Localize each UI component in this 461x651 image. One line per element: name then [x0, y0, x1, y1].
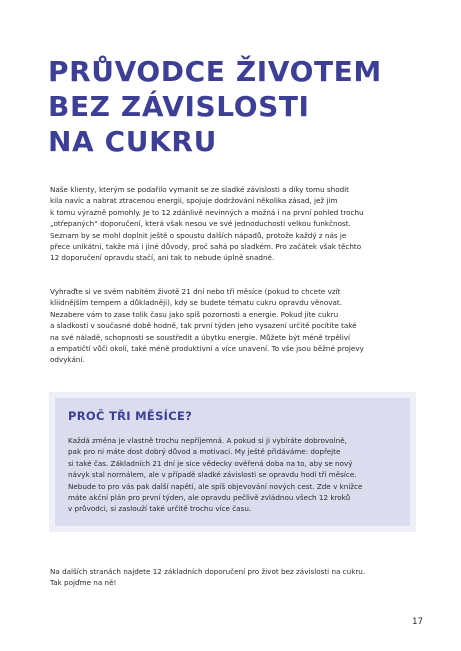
text-line: návyk stal normálem, ale v případě sladké závislosti se opravdu hodí tři měsíce.	[68, 470, 357, 480]
text-line: Seznam by se mohl doplnit ještě o spoustu dalších nápadů, protože každý z nás je	[50, 230, 347, 240]
text-line: Nebude to pro vás pak další napětí, ale spíš objevování nových cest. Zde v knížce	[68, 481, 363, 491]
info-box	[49, 392, 416, 532]
text-line: máte akční plán pro první týden, ale opravdu pečlivě zvládnou všech 12 kroků	[68, 493, 351, 503]
text-line: Naše klienty, kterým se podařilo vymanit se ze sladké závislosti a díky tomu shodit	[50, 185, 349, 194]
text-line: „otřepaných“ doporučení, která však nesou ve své jednoduchosti velkou funkčnost.	[50, 219, 351, 229]
page-number: 17	[412, 617, 423, 627]
text-line: Tak pojďme na ně!	[50, 578, 117, 588]
info-box-text	[68, 435, 408, 515]
text-line: přece unikátní, takže má i jiné důvody, proč sahá po sladkém. Pro začátek však těchto	[50, 242, 362, 252]
text-line: pak pro ni máte dost dobrý důvod a motivaci. My ještě přidáváme: dopřejte	[68, 447, 341, 457]
text-line: k tomu výrazně pomohly. Je to 12 zdánlivě nevinných a možná i na první pohled trochu	[50, 207, 364, 217]
intro-paragraph	[50, 184, 420, 264]
closing-paragraph	[50, 566, 420, 589]
text-line: v průvodci, si zaslouží také určitě trochu více času.	[68, 504, 252, 514]
page-title	[48, 54, 428, 159]
title-line: NA CUKRU	[48, 125, 217, 158]
text-line: na své náladě, schopnosti se soustředit a úbytku energie. Můžete být méně trpěliví	[50, 332, 350, 342]
text-line: a sladkostí v současné době hodně, tak první týden jeho vysazení určitě pocítíte také	[50, 321, 357, 331]
info-box-title: PROČ TŘI MĚSÍCE?	[68, 409, 193, 423]
text-line: a empatičtí vůči okolí, také méně produktivní a více unavení. To vše jsou běžné projevy	[50, 344, 364, 354]
text-line: Na dalších stranách najdete 12 základních doporučení pro život bez závislosti na cukru.	[50, 567, 366, 576]
text-line: 12 doporučení opravdu stačí, ani tak to nebude úplně snadné.	[50, 253, 275, 263]
title-line: PRŮVODCE ŽIVOTEM	[48, 55, 382, 88]
text-line: kila navíc a nabrat ztracenou energii, spojuje dodržování několika zásad, jež jim	[50, 196, 338, 206]
text-line: kliidnějším tempem a důkladněji), kdy se budete tématu cukru opravdu věnovat.	[50, 298, 342, 308]
text-line: si také čas. Základních 21 dní je sice vědecky ověřená doba na to, aby se nový	[68, 458, 353, 468]
text-line: Vyhraďte si ve svém nabitém životě 21 dní nebo tři měsíce (pokud to chcete vzít	[50, 287, 341, 296]
title-line: BEZ ZÁVISLOSTI	[48, 90, 310, 123]
text-line: odvykání.	[50, 355, 85, 365]
text-line: Každá změna je vlastně trochu nepříjemná. A pokud si ji vybíráte dobrovolně,	[68, 436, 347, 445]
second-paragraph	[50, 286, 420, 366]
text-line: Nezabere vám to zase tolik času jako spíš pozornosti a energie. Pokud jíte cukru	[50, 309, 339, 319]
